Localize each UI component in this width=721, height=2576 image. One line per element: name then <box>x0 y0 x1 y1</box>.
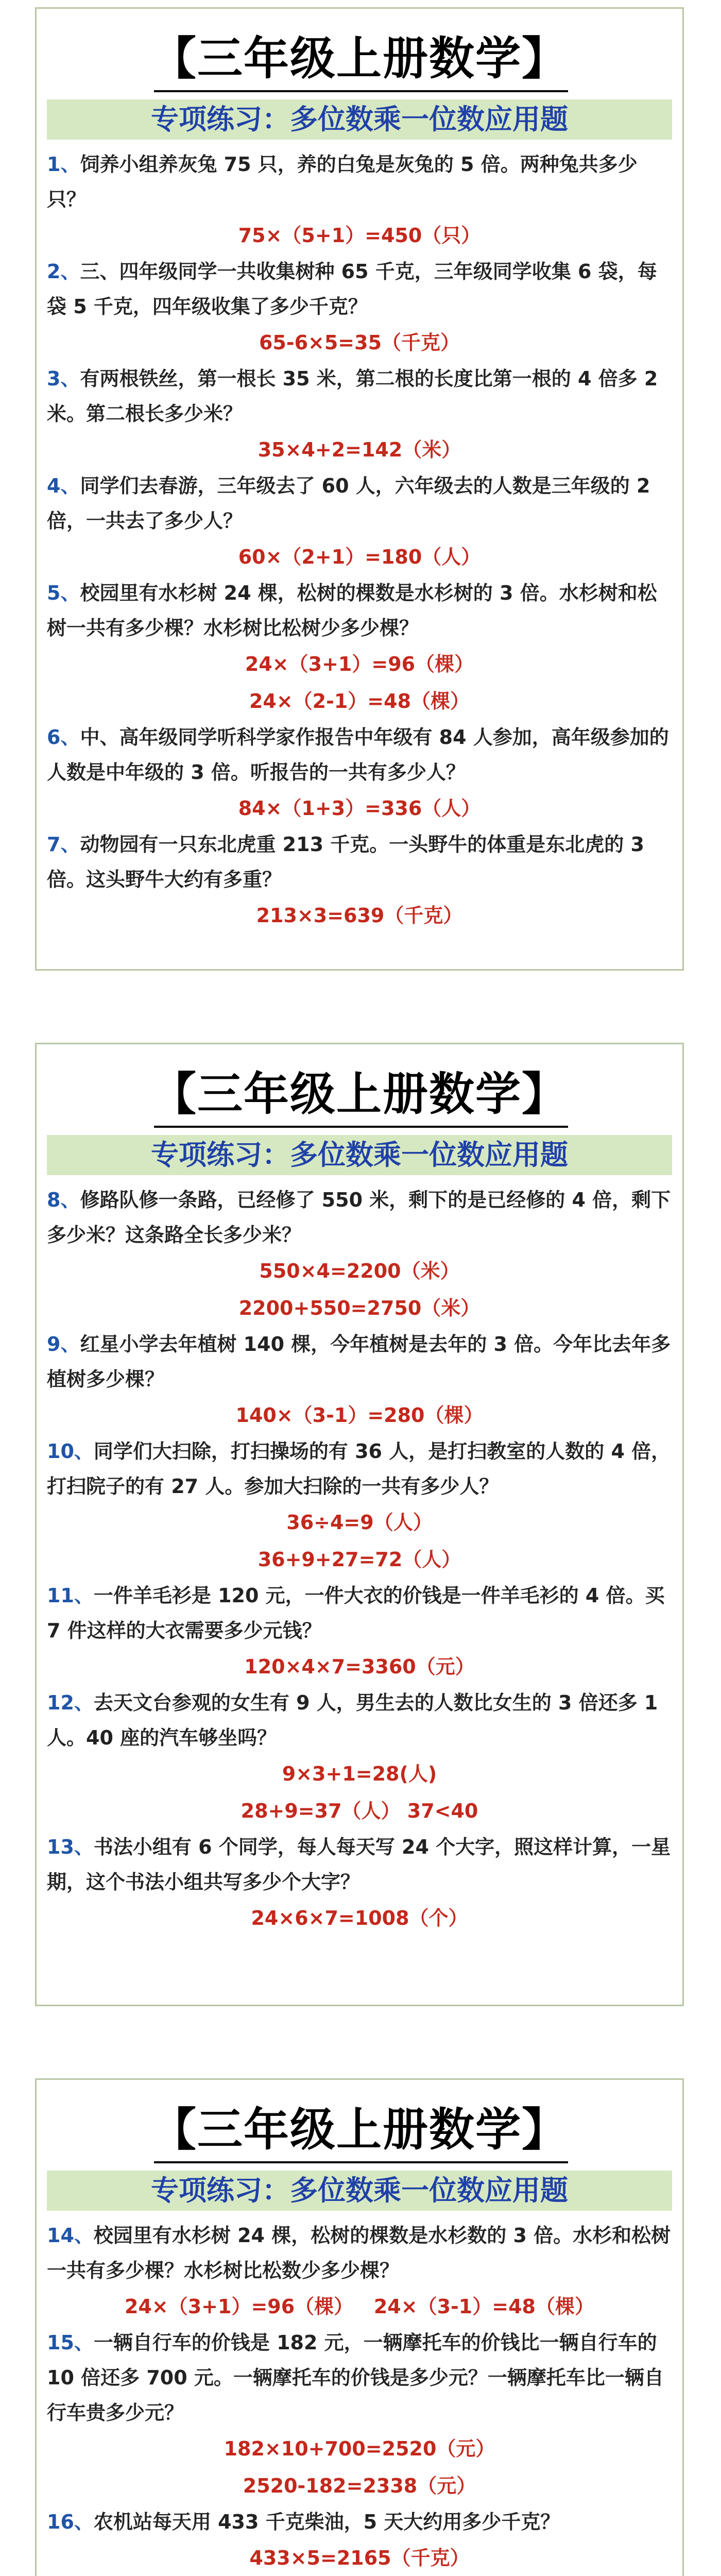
question-number: 8、 <box>47 1189 80 1211</box>
worksheet-card-3 <box>35 2078 684 2576</box>
question-number: 10、 <box>47 1440 94 1463</box>
answer-line: 433×5=2165（千克） <box>249 2547 470 2569</box>
answer-line: 182×10+700=2520（元） <box>224 2437 495 2460</box>
question-text <box>47 1685 672 1755</box>
answer-line: 75×（5+1）=450（只） <box>238 224 481 247</box>
answer-line: 120×4×7=3360（元） <box>244 1655 475 1678</box>
question-body: 校园里有水杉树 24 棵，松树的棵数是水杉树的 3 倍。水杉树和松树一共有多少棵？水杉树比松树少多少棵？ <box>47 582 657 639</box>
answer-line: 9×3+1=28(人) <box>282 1762 437 1785</box>
question-body: 一辆自行车的价钱是 182 元，一辆摩托车的价钱比一辆自行车的 10 倍还多 700 元。一辆摩托车的价钱是多少元？一辆摩托车比一辆自行车贵多少元？ <box>47 2331 664 2424</box>
title-underline <box>154 2161 568 2163</box>
question-text <box>47 1182 672 1252</box>
answer-line: 36÷4=9（人） <box>286 1511 433 1534</box>
answer-line: 35×4+2=142（米） <box>258 438 461 461</box>
question-number: 11、 <box>47 1584 94 1607</box>
question-number: 2、 <box>47 260 80 283</box>
question-text <box>47 575 672 646</box>
answer-line: 24×（2-1）=48（棵） <box>249 690 470 713</box>
question-text <box>47 1578 672 1648</box>
answer-line: 28+9=37（人） 37<40 <box>241 1800 478 1822</box>
answer-line: 2520-182=2338（元） <box>243 2475 476 2497</box>
answer-line: 24×6×7=1008（个） <box>251 1907 468 1929</box>
question-number: 16、 <box>47 2511 94 2533</box>
question-body: 同学们去春游，三年级去了 60 人，六年级去的人数是三年级的 2 倍，一共去了多少人？ <box>47 474 650 532</box>
question-number: 7、 <box>47 833 80 856</box>
question-text <box>47 1829 672 1900</box>
page-title: 【三年级上册数学】 <box>150 31 568 85</box>
question-list <box>47 147 672 934</box>
question-number: 13、 <box>47 1836 94 1858</box>
question-body: 同学们大扫除，打扫操场的有 36 人，是打扫教室的人数的 4 倍，打扫院子的有 27 人。参加大扫除的一共有多少人？ <box>47 1440 671 1498</box>
worksheet-card-2 <box>35 1043 684 2006</box>
question-body: 有两根铁丝，第一根长 35 米，第二根的长度比第一根的 4 倍多 2 米。第二根长多少米？ <box>47 367 658 425</box>
question-number: 12、 <box>47 1691 94 1714</box>
question-number: 9、 <box>47 1333 80 1355</box>
answer-line: 140×（3-1）=280（棵） <box>235 1404 484 1427</box>
question-body: 中、高年级同学听科学家作报告中年级有 84 人参加，高年级参加的人数是中年级的 3 倍。听报告的一共有多少人？ <box>47 726 669 784</box>
worksheet-card-1 <box>35 7 684 971</box>
answer-line: 24×（3+1）=96（棵） 24×（3-1）=48（棵） <box>125 2295 594 2318</box>
question-number: 6、 <box>47 726 80 749</box>
question-text <box>47 720 672 790</box>
question-text <box>47 1434 672 1504</box>
answer-line: 84×（1+3）=336（人） <box>238 797 481 820</box>
question-body: 一件羊毛衫是 120 元，一件大衣的价钱是一件羊毛衫的 4 倍。买 7 件这样的大衣需要多少元钱？ <box>47 1584 665 1642</box>
question-body: 校园里有水杉树 24 棵，松树的棵数是水杉数的 3 倍。水杉和松树一共有多少棵？水杉树比松数少多少棵？ <box>47 2224 671 2282</box>
question-text <box>47 254 672 324</box>
answer-line: 65-6×5=35（千克） <box>259 331 460 354</box>
question-number: 5、 <box>47 582 80 604</box>
answer-line: 2200+550=2750（米） <box>238 1297 480 1319</box>
page-title: 【三年级上册数学】 <box>150 1067 568 1121</box>
section-subtitle: 专项练习：多位数乘一位数应用题 <box>47 1135 672 1175</box>
answer-line: 213×3=639（千克） <box>256 904 463 927</box>
page-title: 【三年级上册数学】 <box>150 2103 568 2156</box>
question-body: 书法小组有 6 个同学，每人每天写 24 个大字，照这样计算，一星期，这个书法小组共写多少个大字？ <box>47 1836 671 1893</box>
question-body: 红星小学去年植树 140 棵，今年植树是去年的 3 倍。今年比去年多植树多少棵？ <box>47 1333 671 1391</box>
answer-line: 24×（3+1）=96（棵） <box>245 653 474 675</box>
answer-line: 550×4=2200（米） <box>259 1260 460 1282</box>
answer-line: 60×（2+1）=180（人） <box>238 546 481 568</box>
question-list <box>47 2218 672 2576</box>
question-text <box>47 147 672 217</box>
question-number: 1、 <box>47 153 80 176</box>
question-text <box>47 361 672 431</box>
question-body: 去天文台参观的女生有 9 人，男生去的人数比女生的 3 倍还多 1 人。40 座的汽车够坐吗？ <box>47 1691 658 1749</box>
question-body: 农机站每天用 433 千克柴油，5 天大约用多少千克？ <box>93 2511 560 2533</box>
question-body: 修路队修一条路，已经修了 550 米，剩下的是已经修的 4 倍，剩下多少米？这条路全长多少米？ <box>47 1189 671 1246</box>
title-underline <box>154 1126 568 1128</box>
question-number: 4、 <box>47 474 80 497</box>
question-text <box>47 2218 672 2288</box>
section-subtitle: 专项练习：多位数乘一位数应用题 <box>47 99 672 140</box>
question-number: 3、 <box>47 367 80 390</box>
title-underline <box>154 90 568 92</box>
question-body: 饲养小组养灰兔 75 只，养的白兔是灰兔的 5 倍。两种兔共多少只？ <box>47 153 638 211</box>
section-subtitle: 专项练习：多位数乘一位数应用题 <box>47 2171 672 2211</box>
question-number: 15、 <box>47 2331 94 2354</box>
question-body: 动物园有一只东北虎重 213 千克。一头野牛的体重是东北虎的 3 倍。这头野牛大约有多重？ <box>47 833 644 891</box>
question-list <box>47 1182 672 1937</box>
question-text <box>47 468 672 538</box>
question-text <box>47 827 672 897</box>
answer-line: 36+9+27=72（人） <box>258 1548 461 1571</box>
question-number: 14、 <box>47 2224 94 2247</box>
question-body: 三、四年级同学一共收集树种 65 千克，三年级同学收集 6 袋，每袋 5 千克，四年级收集了多少千克？ <box>47 260 657 318</box>
question-text <box>47 2325 672 2430</box>
question-text <box>47 1327 672 1397</box>
question-text <box>47 2504 672 2539</box>
